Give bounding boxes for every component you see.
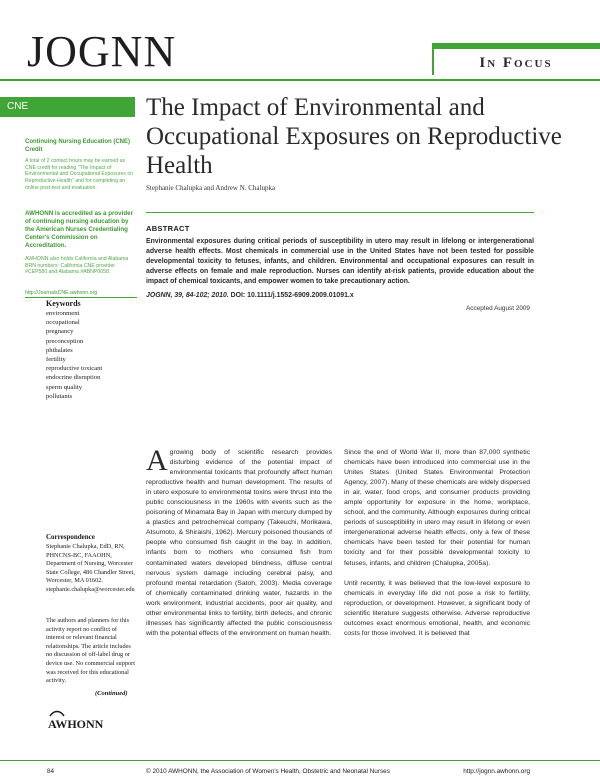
article-authors: Stephanie Chalupka and Andrew N. Chalupka bbox=[146, 184, 276, 192]
footer-rule bbox=[0, 760, 600, 761]
body-column-1 bbox=[146, 444, 332, 649]
keyword: fertility bbox=[46, 356, 66, 364]
body-paragraph bbox=[146, 444, 332, 639]
disclosure-text: The authors and planners for this activity report no conflict of interest or relevant financial relationships. The article includes no discussion of off-label drug or device use. No commercial support was received for this educational activity. bbox=[46, 617, 136, 685]
header-rule bbox=[0, 79, 600, 81]
sidebar-rule bbox=[25, 297, 137, 298]
cne-link[interactable]: http://JournalsCNE.awhonn.org bbox=[25, 290, 98, 296]
citation-doi[interactable]: DOI: 10.1111/j.1552-6909.2009.01091.x bbox=[230, 292, 354, 299]
abstract-rule bbox=[146, 212, 534, 213]
body-text: growing body of scientific research provides disturbing evidence of the potential impact of environmental toxicants that profoundly affect human reproductive health and human development. The results of in utero exposure to environmental toxins were thrust into the public consciousness in the 1960s with events such as the poisoning of Minamata Bay in Japan with mercury dumped by a plastics and petrochemical company (Takeuchi, Morikawa, Atsumoto, & Shiraishi, 1962). Mercury poisoned thousands of people who consumed fish caught in the bay. In addition, infants born to mothers who consumed fish from contaminated waters developed blindness, diffuse central nervous system damage including cerebral palsy, and profound mental retardation (Satoh, 2003). Media coverage of chemically contaminated drinking water, hazards in the work environment, industrial accidents, poor air quality, and other environmental links to fertility, birth defects, and chronic illnesses has significantly affected the public consciousness with the potential effects of the environment on human health. bbox=[146, 449, 332, 637]
correspondence-title: Correspondence bbox=[46, 533, 95, 541]
keyword: preconception bbox=[46, 337, 84, 345]
cne-credit-heading: Continuing Nursing Education (CNE) Credit bbox=[25, 139, 130, 153]
keyword: sperm quality bbox=[46, 383, 83, 391]
cne-approval: AWHONN also holds California and Alabama BRN numbers: California CNE provider #CEP580 and Alabama #ABNP0058. bbox=[25, 256, 129, 276]
keyword: pollutants bbox=[46, 392, 73, 400]
article-title: The Impact of Environmental and Occupational Exposures on Reproductive Health bbox=[146, 94, 562, 179]
section-label: In Focus bbox=[479, 55, 553, 71]
keyword: phthalates bbox=[46, 346, 73, 354]
keyword: environment bbox=[46, 310, 80, 317]
page-number: 84 bbox=[47, 768, 55, 775]
awhonn-logo bbox=[46, 708, 128, 734]
cne-tab: CNE bbox=[0, 97, 135, 117]
cne-accreditation: AWHONN is accredited as a provider of continuing nursing education by the American Nurses Credentialing Center's Commission on Accreditation. bbox=[25, 210, 133, 249]
copyright: © 2010 AWHONN, the Association of Women's Health, Obstetric and Neonatal Nurses bbox=[146, 768, 390, 775]
keyword: pregnancy bbox=[46, 328, 74, 336]
abstract-text: Environmental exposures during critical periods of susceptibility in utero may result in lifelong or intergenerational adverse health effects. Most chemicals in commercial use in the United States have not been tested for possible developmental toxicity to fetuses, infants, and children. Environmental and occupational exposures can result in adverse effects on female and male reproduction. Nurses can identify at-risk patients, provide education about the impact of chemical toxicants, and empower women to take precautionary action. bbox=[146, 238, 534, 285]
accepted-date: Accepted August 2009 bbox=[466, 305, 530, 312]
keyword: endocrine disruption bbox=[46, 374, 101, 382]
citation-journal: JOGNN, 39, 84-102; 2010. bbox=[146, 292, 229, 299]
body-paragraph: Since the end of World War II, more than 87,000 synthetic chemicals have been introduced into commercial use in the Unites States (United States Environmental Protection Agency, 2007). Many of these chemicals are widely dispersed in air, water, food crops, and consumer products providing ample opportunity for exposure in the home, workplace, school, and the community. Although exposures during critical periods of susceptibility in utero may result in lifelong or even intergenerational adverse health effects, only a few of these chemicals have been tested for their potential for human toxicity and for their possible developmental toxicity to fetuses, infants, and children (Chalupka, 2005a). bbox=[344, 449, 530, 567]
journal-url[interactable]: http://jognn.awhonn.org bbox=[463, 768, 530, 775]
cne-credit-text: A total of 2 contact hours may be earned as CNE credit for reading "The Impact of Environmental and Occupational Exposures on Reproductive Health" and for completing an online post-test and evaluation. bbox=[25, 158, 134, 191]
keywords-title: Keywords bbox=[46, 299, 81, 308]
body-paragraph: Until recently, it was believed that the low-level exposure to chemicals in everyday life did not pose a risk to fertility, reproduction, or development. However, a significant body of scientific literature suggests otherwise. Adverse reproductive outcomes exact enormous emotional, health, and economic costs for those involved. It is believed that bbox=[344, 579, 530, 637]
section-bar bbox=[434, 45, 600, 49]
citation bbox=[146, 292, 354, 299]
keyword: reproductive toxicant bbox=[46, 365, 103, 373]
abstract-heading: ABSTRACT bbox=[146, 224, 190, 233]
keywords-list bbox=[46, 309, 136, 401]
logo-text: AWHONN bbox=[48, 717, 104, 731]
journal-logo: JOGNN bbox=[27, 27, 177, 76]
continued-label: (Continued) bbox=[95, 690, 128, 697]
correspondence-text: Stephanie Chalupka, EdD, RN, PHNCNS-BC, FAAOHN, Department of Nursing, Worcester State College, 486 Chandler Street, Worcester, MA 01602. stephanie.chalupka@worcester.edu bbox=[46, 543, 135, 593]
drop-cap: A bbox=[146, 444, 168, 477]
keyword: occupational bbox=[46, 319, 80, 327]
body-column-2 bbox=[344, 448, 530, 649]
